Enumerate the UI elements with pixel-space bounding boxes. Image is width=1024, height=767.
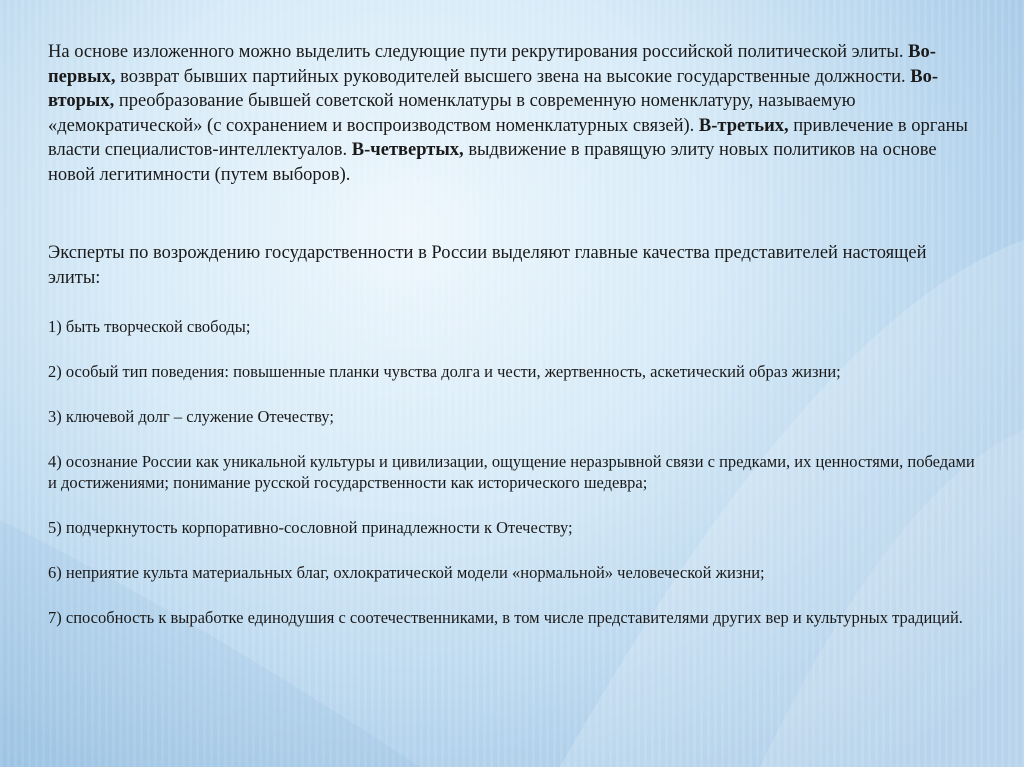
intro-paragraph: [48, 40, 978, 187]
quality-item-3: 3) ключевой долг – служение Отечеству;: [48, 407, 334, 426]
quality-item-1: 1) быть творческой свободы;: [48, 317, 251, 336]
intro-text-2: возврат бывших партийных руководителей высшего звена на высокие государственные должности.: [115, 66, 911, 87]
intro-bold-fourth: В-четвертых,: [351, 140, 464, 160]
quality-item-2: 2) особый тип поведения: повышенные планки чувства долга и чести, жертвенность, аскетический образ жизни;: [48, 362, 841, 381]
intro-bold-second: Во-вторых,: [48, 66, 938, 111]
intro-text-4: привлечение в органы власти специалистов-интеллектуалов.: [48, 115, 968, 160]
quality-item-6: 6) неприятие культа материальных благ, охлократической модели «нормальной» человеческой жизни;: [48, 563, 765, 582]
slide-content: [48, 40, 978, 628]
experts-lead-paragraph: Эксперты по возрождению государственности в России выделяют главные качества представителей настоящей элиты:: [48, 243, 927, 288]
intro-text-5: выдвижение в правящую элиту новых политиков на основе новой легитимности (путем выборов).: [48, 140, 937, 185]
intro-bold-first: Во-первых,: [48, 42, 936, 87]
intro-text-3: преобразование бывшей советской номенклатуры в современную номенклатуру, называемую «демократической» (с сохранением и воспроизводством номенклатурных связей).: [48, 91, 856, 136]
quality-item-5: 5) подчеркнутость корпоративно-сословной принадлежности к Отечеству;: [48, 518, 573, 537]
intro-text-1: На основе изложенного можно выделить следующие пути рекрутирования российской политической элиты.: [48, 42, 909, 62]
intro-bold-third: В-третьих,: [698, 115, 789, 136]
quality-item-4: 4) осознание России как уникальной культуры и цивилизации, ощущение неразрывной связи с предками, их ценностями, победами и достижениями; понимание русской государственности как исторического шедевра;: [48, 452, 975, 492]
quality-item-7: 7) способность к выработке единодушия с соотечественниками, в том числе представителями других вер и культурных традиций.: [48, 608, 963, 627]
